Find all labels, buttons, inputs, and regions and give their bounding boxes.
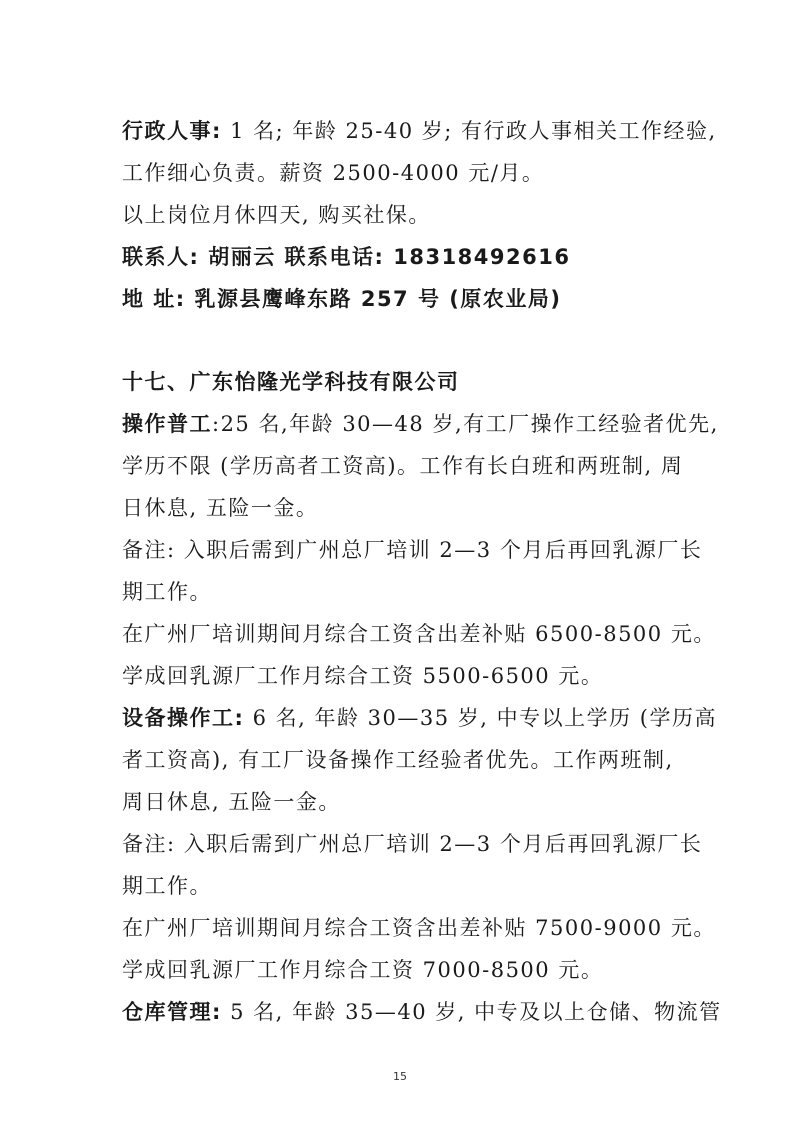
job2-title: 设备操作工: bbox=[122, 706, 245, 730]
address-line: 地 址: 乳源县鹰峰东路 257 号 (原农业局) bbox=[122, 287, 562, 311]
job1-line-2: 学历不限 (学历高者工资高)。工作有长白班和两班制, 周 bbox=[122, 454, 684, 478]
job2-remark-2: 期工作。 bbox=[122, 874, 212, 898]
admin-hr-details: 1 名; 年龄 25-40 岁; 有行政人事相关工作经验, bbox=[221, 119, 717, 143]
job2-line-1 bbox=[122, 705, 717, 731]
job3-details: 5 名, 年龄 35—40 岁, 中专及以上仓储、物流管 bbox=[221, 1000, 722, 1024]
job1-remark-1: 备注: 入职后需到广州总厂培训 2—3 个月后再回乳源厂长 bbox=[122, 538, 703, 562]
company-heading: 十七、广东怡隆光学科技有限公司 bbox=[122, 370, 460, 394]
admin-hr-title: 行政人事: bbox=[122, 119, 222, 143]
job2-line-2: 者工资高), 有工厂设备操作工经验者优先。工作两班制, bbox=[122, 748, 674, 772]
job3-line-1 bbox=[122, 999, 722, 1025]
admin-hr-line-2: 工作细心负责。薪资 2500-4000 元/月。 bbox=[122, 161, 545, 185]
job1-line-1 bbox=[122, 411, 719, 437]
job1-remark-2: 期工作。 bbox=[122, 580, 212, 604]
job1-details: :25 名,年龄 30—48 岁,有工厂操作工经验者优先, bbox=[212, 412, 719, 436]
job1-training-pay: 在广州厂培训期间月综合工资含出差补贴 6500-8500 元。 bbox=[122, 622, 716, 646]
job1-line-3: 日休息, 五险一金。 bbox=[122, 496, 319, 520]
job2-line-3: 周日休息, 五险一金。 bbox=[122, 790, 341, 814]
job2-regular-pay: 学成回乳源厂工作月综合工资 7000-8500 元。 bbox=[122, 958, 604, 982]
job3-title: 仓库管理: bbox=[122, 1000, 222, 1024]
admin-hr-line-1 bbox=[122, 118, 717, 144]
job2-details: 6 名, 年龄 30—35 岁, 中专以上学历 (学历高 bbox=[244, 706, 717, 730]
job1-regular-pay: 学成回乳源厂工作月综合工资 5500-6500 元。 bbox=[122, 664, 604, 688]
job1-title: 操作普工 bbox=[122, 412, 212, 436]
leave-note: 以上岗位月休四天, 购买社保。 bbox=[122, 203, 431, 227]
contact-line: 联系人: 胡丽云 联系电话: 18318492616 bbox=[122, 245, 571, 269]
page-number: 15 bbox=[393, 1070, 407, 1083]
job2-training-pay: 在广州厂培训期间月综合工资含出差补贴 7500-9000 元。 bbox=[122, 916, 716, 940]
job2-remark-1: 备注: 入职后需到广州总厂培训 2—3 个月后再回乳源厂长 bbox=[122, 832, 703, 856]
